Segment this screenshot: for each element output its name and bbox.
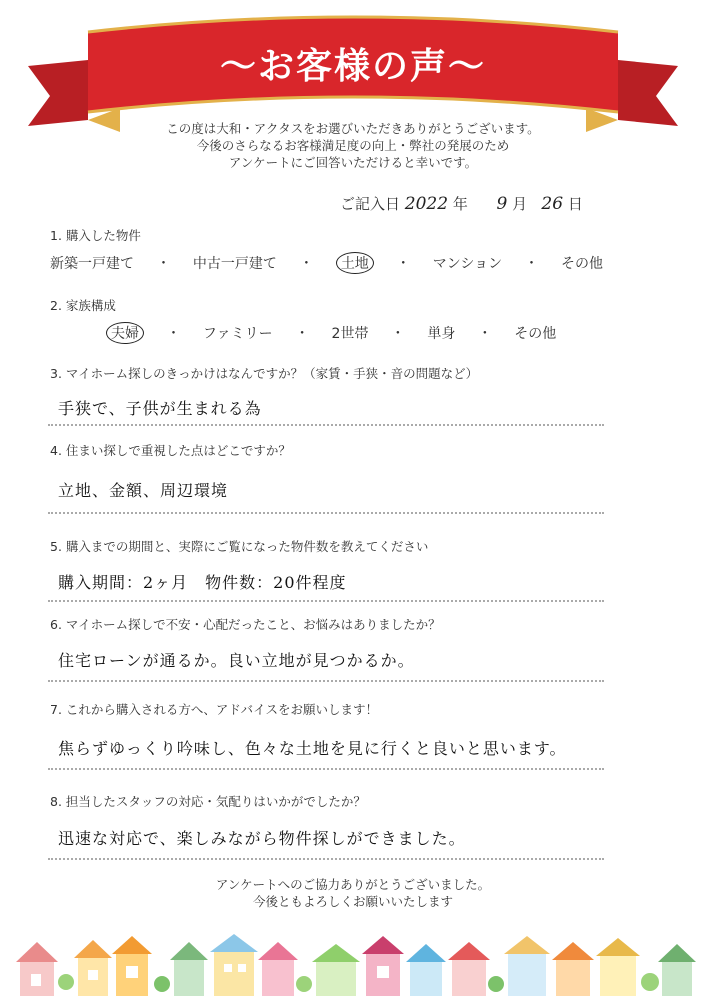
option-separator: ・ — [166, 326, 181, 342]
intro-text — [0, 120, 706, 171]
date-label: ご記入日 — [340, 195, 401, 213]
option-land-selected: 土地 — [336, 252, 374, 274]
question-3-label: 3. マイホーム探しのきっかけはなんですか？（家賃・手狭・音の問題など） — [50, 366, 479, 381]
option-used-house: 中古一戸建て — [192, 256, 277, 272]
tree-icon — [488, 976, 504, 992]
houses-illustration — [0, 930, 706, 1000]
question-7-label: 7. これから購入される方へ、アドバイスをお願いします！ — [50, 702, 379, 717]
house-icon — [170, 942, 208, 996]
answer-line — [48, 768, 604, 770]
question-2-options — [106, 322, 574, 344]
question-8-answer: 迅速な対応で、楽しみながら物件探しができました。 — [58, 829, 466, 848]
house-icon — [258, 942, 298, 996]
house-icon — [658, 944, 696, 996]
option-separator: ・ — [396, 256, 411, 272]
option-mansion: マンション — [432, 256, 503, 272]
answer-line — [48, 680, 604, 682]
date-month-unit: 月 — [512, 195, 528, 213]
option-new-house: 新築一戸建て — [50, 256, 134, 272]
answer-line — [48, 858, 604, 860]
option-separator: ・ — [299, 256, 314, 272]
option-separator: ・ — [156, 256, 171, 272]
house-icon — [406, 944, 446, 996]
question-1-options — [50, 252, 621, 274]
date-day: 26 — [541, 194, 564, 214]
tree-icon — [58, 974, 74, 990]
house-icon — [112, 936, 152, 996]
closing-line: アンケートへのご協力ありがとうございました。 — [215, 877, 491, 892]
question-5-answer: 購入期間：2ヶ月 物件数：20件程度 — [58, 573, 347, 592]
question-2-label: 2. 家族構成 — [50, 298, 116, 313]
answer-line — [48, 600, 604, 602]
answer-line — [48, 424, 604, 426]
date-line — [340, 193, 583, 214]
question-7-answer: 焦らずゆっくり吟味し、色々な土地を見に行くと良いと思います。 — [58, 739, 567, 758]
option-single: 単身 — [427, 326, 456, 342]
intro-line: 今後のさらなるお客様満足度の向上・弊社の発展のため — [196, 138, 510, 153]
question-3-answer: 手狭で、子供が生まれる為 — [58, 399, 262, 418]
intro-line: この度は大和・アクタスをお選びいただきありがとうございます。 — [166, 121, 540, 136]
tree-icon — [296, 976, 312, 992]
option-family: ファミリー — [202, 326, 273, 342]
option-other: その他 — [514, 326, 557, 342]
question-1-label: 1. 購入した物件 — [50, 228, 141, 243]
house-icon — [362, 936, 404, 996]
option-separator: ・ — [295, 326, 310, 342]
house-icon — [552, 942, 594, 996]
option-separator: ・ — [477, 326, 492, 342]
date-year-unit: 年 — [452, 195, 468, 213]
closing-text — [0, 876, 706, 910]
house-icon — [312, 944, 360, 996]
answer-line — [48, 512, 604, 514]
date-year: 2022 — [404, 194, 449, 214]
tree-icon — [641, 973, 659, 991]
option-couple-selected: 夫婦 — [106, 322, 144, 344]
question-6-answer: 住宅ローンが通るか。良い立地が見つかるか。 — [58, 651, 415, 670]
house-icon — [504, 936, 550, 996]
date-day-unit: 日 — [567, 195, 583, 213]
question-6-label: 6. マイホーム探しで不安・心配だったこと、お悩みはありましたか？ — [50, 617, 441, 632]
option-separator: ・ — [390, 326, 405, 342]
question-4-answer: 立地、金額、周辺環境 — [58, 481, 229, 500]
house-icon — [210, 934, 258, 996]
house-icon — [16, 942, 58, 996]
house-icon — [448, 942, 490, 996]
option-separator: ・ — [524, 256, 539, 272]
question-4-label: 4. 住まい探しで重視した点はどこですか？ — [50, 443, 291, 458]
house-icon — [74, 940, 112, 996]
option-two-generation: 2世帯 — [331, 326, 369, 342]
house-icon — [596, 938, 640, 996]
date-month: 9 — [496, 194, 508, 214]
intro-line: アンケートにご回答いただけると幸いです。 — [228, 155, 478, 170]
question-8-label: 8. 担当したスタッフの対応・気配りはいかがでしたか？ — [50, 794, 366, 809]
banner-title: 〜お客様の声〜 — [219, 46, 486, 87]
closing-line: 今後ともよろしくお願いいたします — [252, 894, 453, 909]
tree-icon — [154, 976, 170, 992]
option-other: その他 — [561, 256, 603, 272]
question-5-label: 5. 購入までの期間と、実際にご覧になった物件数を教えてください — [50, 539, 429, 554]
